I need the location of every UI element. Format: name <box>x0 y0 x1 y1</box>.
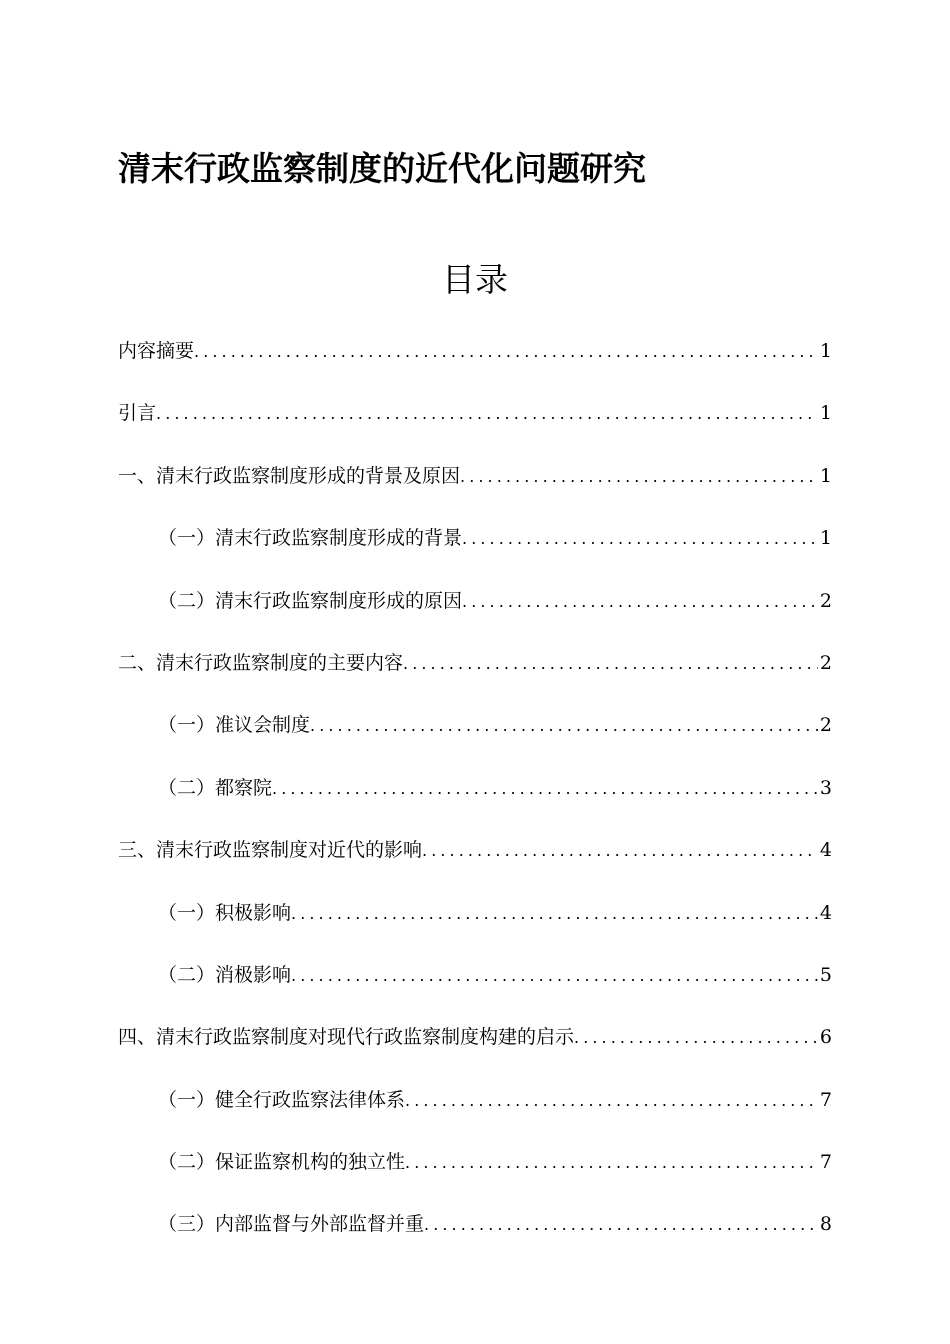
toc-page-number: 2 <box>819 589 832 612</box>
toc-dot-leader <box>194 333 818 371</box>
toc-entry-text: 一、清末行政监察制度形成的背景及原因 <box>118 464 461 487</box>
toc-entry-text: （一）清末行政监察制度形成的背景 <box>158 527 463 550</box>
toc-dot-leader <box>291 895 818 933</box>
toc-dot-leader <box>156 395 818 433</box>
toc-page-number: 2 <box>819 714 832 737</box>
toc-entry-text: （一）健全行政监察法律体系 <box>158 1088 406 1111</box>
toc-heading: 目录 <box>442 260 508 299</box>
toc-entry-text: 二、清末行政监察制度的主要内容 <box>118 651 404 674</box>
toc-entry-text: （二）消极影响 <box>158 963 292 986</box>
toc-page-number: 3 <box>819 776 832 799</box>
toc-entry-section-3-1[interactable] <box>118 894 832 956</box>
toc-dot-leader <box>291 957 818 995</box>
toc-page-number: 8 <box>819 1213 832 1236</box>
toc-entry-chapter-1[interactable] <box>118 457 832 519</box>
toc-entry-chapter-2[interactable] <box>118 644 832 706</box>
toc-entry-text: 内容摘要 <box>118 340 195 362</box>
toc-entry-section-1-2[interactable] <box>118 582 832 644</box>
table-of-contents <box>118 332 832 1268</box>
toc-entry-section-4-2[interactable] <box>118 1143 832 1205</box>
toc-page-number: 4 <box>819 839 832 862</box>
toc-entry-section-4-3[interactable] <box>118 1205 832 1267</box>
toc-entry-introduction[interactable] <box>118 394 832 456</box>
toc-entry-section-3-2[interactable] <box>118 956 832 1018</box>
document-title: 清末行政监察制度的近代化问题研究 <box>118 149 646 189</box>
toc-dot-leader <box>462 520 818 558</box>
toc-entry-text: （一）积极影响 <box>158 901 292 924</box>
toc-page-number: 5 <box>819 963 832 986</box>
toc-entry-text: 引言 <box>118 402 157 425</box>
toc-page-number: 7 <box>819 1088 832 1111</box>
toc-page-number: 1 <box>819 402 832 425</box>
toc-dot-leader <box>405 1082 818 1120</box>
toc-entry-abstract[interactable] <box>118 332 832 394</box>
toc-page-number: 2 <box>819 651 832 674</box>
toc-entry-chapter-3[interactable] <box>118 831 832 893</box>
toc-dot-leader <box>574 1019 818 1057</box>
toc-dot-leader <box>462 583 818 621</box>
toc-entry-text: （一）准议会制度 <box>158 714 311 737</box>
toc-page-number: 1 <box>819 464 832 487</box>
toc-page-number: 1 <box>819 527 832 550</box>
toc-entry-section-2-1[interactable] <box>118 706 832 768</box>
toc-dot-leader <box>310 707 818 745</box>
toc-entry-text: （二）都察院 <box>158 776 273 799</box>
toc-entry-chapter-4[interactable] <box>118 1018 832 1080</box>
toc-page-number: 6 <box>819 1026 832 1049</box>
toc-entry-section-4-1[interactable] <box>118 1081 832 1143</box>
toc-entry-text: 四、清末行政监察制度对现代行政监察制度构建的启示 <box>118 1026 575 1049</box>
toc-dot-leader <box>422 832 818 870</box>
toc-dot-leader <box>424 1206 818 1244</box>
toc-dot-leader <box>403 645 818 683</box>
toc-entry-text: （二）清末行政监察制度形成的原因 <box>158 589 463 612</box>
toc-entry-section-1-1[interactable] <box>118 519 832 581</box>
toc-dot-leader <box>272 770 818 808</box>
toc-page-number: 4 <box>819 901 832 924</box>
toc-page-number: 7 <box>819 1151 832 1174</box>
toc-page-number: 1 <box>819 340 832 362</box>
toc-entry-text: 三、清末行政监察制度对近代的影响 <box>118 839 423 862</box>
toc-dot-leader <box>460 458 818 496</box>
toc-entry-text: （二）保证监察机构的独立性 <box>158 1151 406 1174</box>
toc-entry-section-2-2[interactable] <box>118 769 832 831</box>
toc-entry-text: （三）内部监督与外部监督并重 <box>158 1213 425 1236</box>
toc-dot-leader <box>405 1144 818 1182</box>
